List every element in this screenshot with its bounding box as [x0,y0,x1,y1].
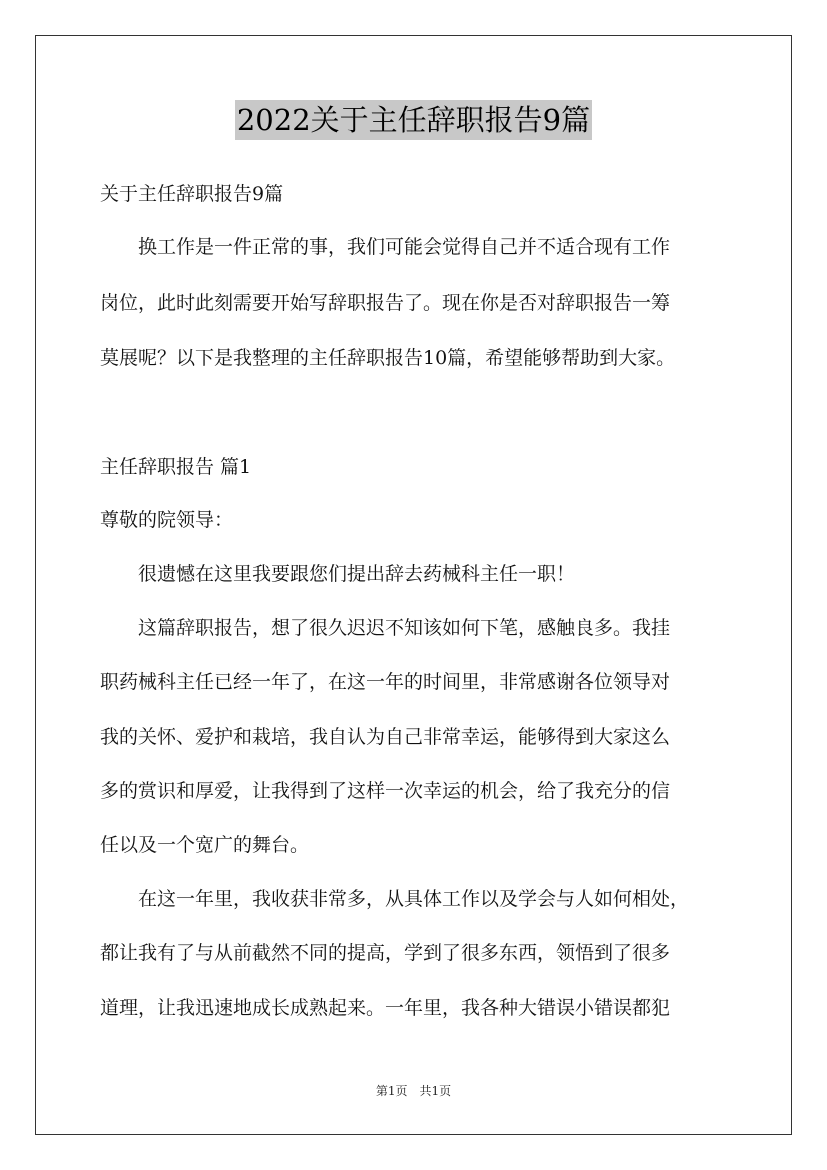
page-footer: 第1页 共1页 [375,1084,452,1098]
body-line: 任以及一个宽广的舞台。 [100,834,310,856]
salutation-line: 尊敬的院领导： [100,509,234,531]
document-title: 2022关于主任辞职报告9篇 [235,100,592,140]
subtitle-line: 关于主任辞职报告9篇 [100,183,284,205]
body-line: 道理，让我迅速地成长成熟起来。一年里，我各种大错误小错误都犯 [100,997,671,1019]
body-line: 很遗憾在这里我要跟您们提出辞去药械科主任一职！ [100,563,576,585]
body-line: 多的赏识和厚爱，让我得到了这样一次幸运的机会，给了我充分的信 [100,780,671,802]
body-line: 岗位，此时此刻需要开始写辞职报告了。现在你是否对辞职报告一筹 [100,292,671,314]
body-line: 在这一年里，我收获非常多，从具体工作以及学会与人如何相处， [100,888,690,910]
body-line: 这篇辞职报告，想了很久迟迟不知该如何下笔，感触良多。我挂 [100,617,671,639]
section-heading: 主任辞职报告 篇1 [100,456,252,478]
body-line: 莫展呢？以下是我整理的主任辞职报告10篇，希望能够帮助到大家。 [100,347,676,369]
title-container [0,100,827,140]
body-line: 职药械科主任已经一年了，在这一年的时间里，非常感谢各位领导对 [100,671,671,693]
body-line: 换工作是一件正常的事，我们可能会觉得自己并不适合现有工作 [100,236,671,258]
body-line: 都让我有了与从前截然不同的提高，学到了很多东西，领悟到了很多 [100,942,671,964]
body-line: 我的关怀、爱护和栽培，我自认为自己非常幸运，能够得到大家这么 [100,726,671,748]
